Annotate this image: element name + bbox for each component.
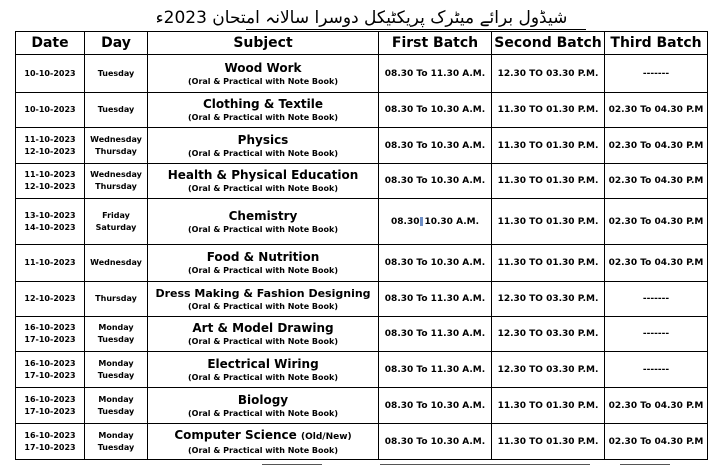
- first-batch-cell: 08.30 To 10.30 A.M.: [379, 424, 492, 460]
- third-batch-cell: 02.30 To 04.30 P.M: [605, 128, 708, 164]
- first-batch-cell: 08.30 To 11.30 A.M.: [379, 282, 492, 317]
- subject-note: (Oral & Practical with Note Book): [187, 224, 338, 234]
- subject-cell: [148, 352, 379, 388]
- second-batch-cell: 11.30 TO 01.30 P.M.: [492, 388, 605, 424]
- subject-cell: [148, 282, 379, 317]
- first-batch-end: 10.30 A.M.: [424, 216, 479, 227]
- date-line: 10-10-2023: [24, 68, 76, 78]
- subject-cell: [148, 55, 379, 93]
- subject-note: (Oral & Practical with Note Book): [187, 76, 338, 86]
- subject-name: Clothing & Textile: [202, 97, 324, 111]
- date-line: 12-10-2023: [24, 146, 76, 156]
- schedule-table: [15, 31, 708, 460]
- subject-name: Chemistry: [228, 208, 298, 223]
- third-batch-cell: 02.30 To 04.30 P.M: [605, 424, 708, 460]
- second-batch-cell: 11.30 TO 01.30 P.M.: [492, 93, 605, 128]
- header-date: Date: [16, 32, 85, 55]
- table-row: [16, 352, 708, 388]
- day-line: Monday: [98, 394, 134, 404]
- cut-off-text-fragment: [380, 464, 590, 465]
- first-batch-cell: 08.30 To 11.30 A.M.: [379, 55, 492, 93]
- date-line: 17-10-2023: [24, 335, 76, 344]
- table-row: [16, 245, 708, 282]
- date-line: 16-10-2023: [24, 394, 76, 404]
- day-line: Thursday: [95, 182, 137, 191]
- date-line: 11-10-2023: [24, 170, 76, 179]
- day-cell: [85, 93, 148, 128]
- day-cell: [85, 388, 148, 424]
- subject-cell: [148, 424, 379, 460]
- subject-note: (Oral & Practical with Note Book): [187, 372, 338, 382]
- third-batch-cell: 02.30 To 04.30 P.M: [605, 245, 708, 282]
- second-batch-cell: 12.30 TO 03.30 P.M.: [492, 282, 605, 317]
- third-batch-cell: -------: [605, 282, 708, 317]
- date-cell: [16, 128, 85, 164]
- day-cell: [85, 55, 148, 93]
- first-batch-cell: 08.30 To 11.30 A.M.: [379, 317, 492, 352]
- subject-version: (Old/New): [301, 431, 352, 442]
- subject-note: (Oral & Practical with Note Book): [187, 302, 338, 311]
- subject-name-text: Computer Science: [174, 427, 297, 442]
- first-batch-cell: 08.30 To 11.30 A.M.: [379, 352, 492, 388]
- subject-cell: [148, 245, 379, 282]
- second-batch-cell: 11.30 TO 01.30 P.M.: [492, 128, 605, 164]
- date-line: 12-10-2023: [24, 294, 76, 303]
- subject-note: (Oral & Practical with Note Book): [187, 184, 338, 193]
- day-line: Monday: [98, 323, 134, 332]
- day-cell: [85, 128, 148, 164]
- subject-name: Art & Model Drawing: [192, 321, 334, 335]
- day-line: Thursday: [95, 146, 137, 156]
- table-row: [16, 164, 708, 199]
- first-batch-cell: 08.30 To 10.30 A.M.: [379, 93, 492, 128]
- date-cell: [16, 282, 85, 317]
- first-batch-cell: 08.30 To 10.30 A.M.: [379, 164, 492, 199]
- header-day: Day: [85, 32, 148, 55]
- subject-cell: [148, 93, 379, 128]
- first-batch-cell: 08.30 To 10.30 A.M.: [379, 128, 492, 164]
- date-cell: [16, 388, 85, 424]
- cut-off-text-line: [0, 462, 723, 472]
- subject-cell: [148, 317, 379, 352]
- day-cell: [85, 164, 148, 199]
- date-line: 10-10-2023: [24, 105, 76, 114]
- table-row: [16, 128, 708, 164]
- date-cell: [16, 199, 85, 245]
- subject-name: Biology: [237, 392, 289, 407]
- subject-cell: [148, 128, 379, 164]
- subject-name: Health & Physical Education: [167, 168, 359, 182]
- day-line: Tuesday: [97, 370, 135, 380]
- third-batch-cell: 02.30 To 04.30 P.M: [605, 388, 708, 424]
- date-line: 12-10-2023: [24, 182, 76, 191]
- header-row: [16, 32, 708, 55]
- third-batch-cell: 02.30 To 04.30 P.M: [605, 199, 708, 245]
- day-cell: [85, 245, 148, 282]
- date-line: 14-10-2023: [24, 222, 76, 232]
- day-line: Tuesday: [97, 105, 135, 114]
- subject-note: (Oral & Practical with Note Book): [187, 337, 338, 346]
- subject-name: Food & Nutrition: [206, 250, 320, 264]
- day-line: Monday: [98, 430, 134, 440]
- date-line: 17-10-2023: [24, 370, 76, 380]
- third-batch-cell: -------: [605, 55, 708, 93]
- document-title: شیڈول برائے میٹرک پریکٹیکل دوسرا سالانہ امتحان 2023ء: [155, 8, 568, 28]
- date-line: 17-10-2023: [24, 406, 76, 416]
- date-line: 17-10-2023: [24, 442, 76, 452]
- table-row: [16, 317, 708, 352]
- third-batch-cell: 02.30 To 04.30 P.M: [605, 93, 708, 128]
- third-batch-cell: -------: [605, 317, 708, 352]
- second-batch-cell: 11.30 TO 01.30 P.M.: [492, 199, 605, 245]
- second-batch-cell: 11.30 TO 01.30 P.M.: [492, 164, 605, 199]
- date-line: 11-10-2023: [24, 258, 76, 267]
- header-second-batch: Second Batch: [492, 32, 605, 55]
- subject-name: Dress Making & Fashion Designing: [155, 287, 371, 300]
- second-batch-cell: 12.30 TO 03.30 P.M.: [492, 317, 605, 352]
- day-line: Tuesday: [97, 442, 135, 452]
- subject-name: Electrical Wiring: [207, 356, 319, 371]
- day-line: Tuesday: [97, 68, 135, 78]
- subject-note: (Oral & Practical with Note Book): [187, 148, 338, 158]
- header-subject: Subject: [148, 32, 379, 55]
- third-batch-cell: -------: [605, 352, 708, 388]
- table-row: [16, 388, 708, 424]
- header-third-batch: Third Batch: [605, 32, 708, 55]
- day-line: Friday: [102, 210, 130, 220]
- date-cell: [16, 245, 85, 282]
- first-batch-cell: [379, 199, 492, 245]
- header-first-batch: First Batch: [379, 32, 492, 55]
- table-row: [16, 93, 708, 128]
- day-line: Wednesday: [90, 258, 142, 267]
- date-line: 13-10-2023: [24, 210, 76, 220]
- day-cell: [85, 352, 148, 388]
- subject-note: (Oral & Practical with Note Book): [187, 445, 338, 455]
- day-line: Thursday: [95, 294, 137, 303]
- subject-name: Wood Work: [224, 60, 302, 75]
- day-line: Tuesday: [97, 335, 135, 344]
- day-line: Saturday: [95, 222, 137, 232]
- table-row: [16, 55, 708, 93]
- second-batch-cell: 12.30 TO 03.30 P.M.: [492, 352, 605, 388]
- cut-off-text-fragment: [262, 464, 322, 465]
- second-batch-cell: 11.30 TO 01.30 P.M.: [492, 424, 605, 460]
- subject-note: (Oral & Practical with Note Book): [187, 408, 338, 418]
- table-row: [16, 199, 708, 245]
- day-line: Tuesday: [97, 406, 135, 416]
- date-cell: [16, 352, 85, 388]
- subject-cell: [148, 199, 379, 245]
- date-cell: [16, 164, 85, 199]
- day-cell: [85, 424, 148, 460]
- day-cell: [85, 282, 148, 317]
- subject-name: Physics: [237, 132, 289, 147]
- date-cell: [16, 93, 85, 128]
- first-batch-cell: 08.30 To 10.30 A.M.: [379, 388, 492, 424]
- subject-note: (Oral & Practical with Note Book): [187, 113, 338, 122]
- subject-cell: [148, 164, 379, 199]
- date-line: 16-10-2023: [24, 323, 76, 332]
- second-batch-cell: 12.30 TO 03.30 P.M.: [492, 55, 605, 93]
- third-batch-cell: 02.30 To 04.30 P.M: [605, 164, 708, 199]
- day-cell: [85, 317, 148, 352]
- date-cell: [16, 424, 85, 460]
- day-line: Monday: [98, 358, 134, 368]
- subject-note: (Oral & Practical with Note Book): [187, 266, 338, 275]
- day-cell: [85, 199, 148, 245]
- title-underline: [246, 29, 586, 30]
- table-row: [16, 282, 708, 317]
- subject-name: [148, 428, 378, 445]
- day-line: Wednesday: [90, 134, 142, 144]
- table-row: [16, 424, 708, 460]
- date-line: 16-10-2023: [24, 430, 76, 440]
- date-cell: [16, 55, 85, 93]
- day-line: Wednesday: [90, 170, 142, 179]
- subject-cell: [148, 388, 379, 424]
- cut-off-text-fragment: [620, 464, 670, 465]
- date-line: 16-10-2023: [24, 358, 76, 368]
- date-cell: [16, 317, 85, 352]
- first-batch-start: 08.30: [391, 216, 420, 227]
- second-batch-cell: 11.30 TO 01.30 P.M.: [492, 245, 605, 282]
- date-line: 11-10-2023: [24, 134, 76, 144]
- first-batch-cell: 08.30 To 10.30 A.M.: [379, 245, 492, 282]
